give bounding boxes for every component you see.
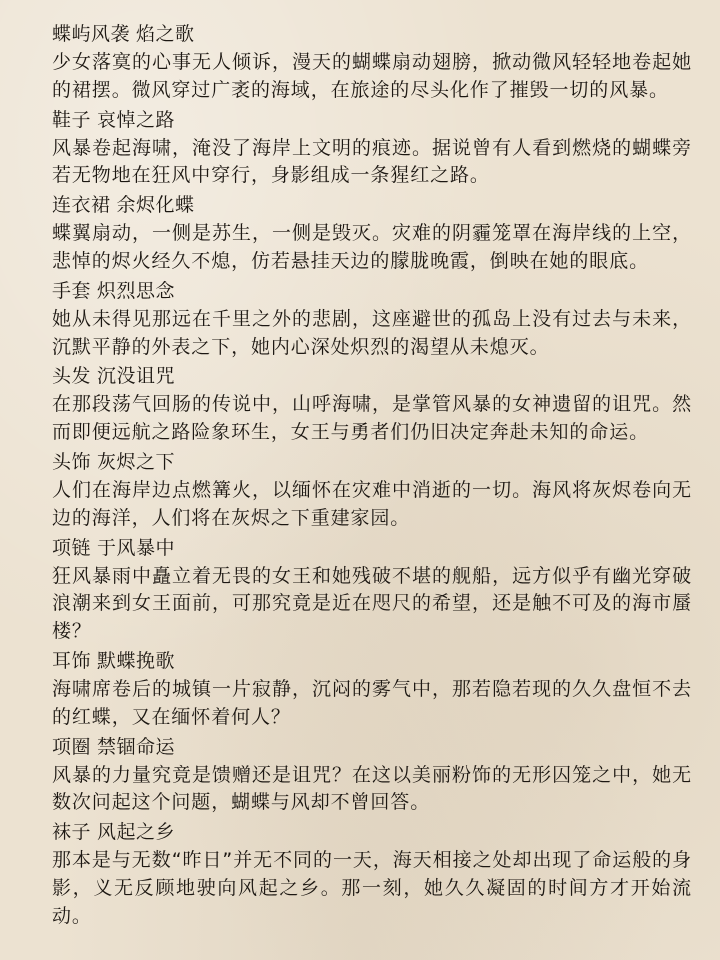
item-title: 默蝶挽歌 — [97, 649, 176, 672]
entry-heading — [52, 20, 692, 49]
item-name: 蝶屿风袭 — [52, 23, 131, 45]
entry-heading — [52, 733, 692, 762]
item-name: 项圈 — [52, 735, 92, 758]
entry-headwear — [52, 448, 692, 533]
entry-gloves — [52, 277, 692, 362]
entry-text: 狂风暴雨中矗立着无畏的女王和她残破不堪的舰船，远方似乎有幽光穿破浪潮来到女王面前，可那究竟是近在咫尺的希望，还是触不可及的海市蜃楼？ — [52, 564, 692, 643]
item-title: 灰烬之下 — [97, 450, 176, 473]
item-name: 头饰 — [52, 450, 92, 473]
entry-text: 风暴的力量究竟是馈赠还是诅咒？在这以美丽粉饰的无形囚笼之中，她无数次问起这个问题，蝴蝶与风却不曾回答。 — [52, 763, 692, 814]
entry-heading — [52, 191, 692, 220]
entry-socks — [52, 818, 692, 930]
item-title: 沉没诅咒 — [97, 365, 176, 388]
item-title: 风起之乡 — [97, 821, 176, 844]
entry-text: 她从未得见那远在千里之外的悲剧，这座避世的孤岛上没有过去与未来，沉默平静的外表之下，她内心深处炽烈的渴望从未熄灭。 — [52, 307, 692, 358]
entry-text: 风暴卷起海啸，淹没了海岸上文明的痕迹。据说曾有人看到燃烧的蝴蝶旁若无物地在狂风中穿行，身影组成一条猩红之路。 — [52, 136, 692, 187]
entry-heading — [52, 362, 692, 391]
item-title: 炽烈思念 — [97, 279, 176, 302]
entry-heading — [52, 448, 692, 477]
entry-shoes — [52, 106, 692, 191]
entry-text: 人们在海岸边点燃篝火，以缅怀在灾难中消逝的一切。海风将灰烬卷向无边的海洋，人们将在灰烬之下重建家园。 — [52, 478, 692, 529]
item-name: 连衣裙 — [52, 194, 111, 217]
entry-heading — [52, 106, 692, 135]
item-name: 耳饰 — [52, 649, 92, 672]
entry-text: 少女落寞的心事无人倾诉，漫天的蝴蝶扇动翅膀，掀动微风轻轻地卷起她的裙摆。微风穿过广袤的海域，在旅途的尽头化作了摧毁一切的风暴。 — [52, 51, 692, 101]
entry-text: 海啸席卷后的城镇一片寂静，沉闷的雾气中，那若隐若现的久久盘恒不去的红蝶，又在缅怀着何人？ — [52, 677, 692, 728]
item-name: 手套 — [52, 279, 92, 302]
item-title: 禁锢命运 — [97, 735, 176, 758]
item-name: 鞋子 — [52, 108, 92, 131]
item-name: 项链 — [52, 536, 92, 559]
item-title: 于风暴中 — [97, 536, 176, 559]
item-name: 袜子 — [52, 821, 92, 844]
entry-text: 蝶翼扇动，一侧是苏生，一侧是毁灭。灾难的阴霾笼罩在海岸线的上空，悲悼的烬火经久不熄，仿若悬挂天边的朦胧晚霞，倒映在她的眼底。 — [52, 222, 692, 272]
item-title: 焰之歌 — [136, 23, 195, 45]
entry-heading — [52, 647, 692, 676]
entry-earrings — [52, 647, 692, 732]
entry-dress — [52, 191, 692, 276]
entry-text: 在那段荡气回肠的传说中，山呼海啸，是掌管风暴的女神遗留的诅咒。然而即便远航之路险象环生，女王与勇者们仍旧决定奔赴未知的命运。 — [52, 393, 692, 444]
entry-collar — [52, 733, 692, 818]
item-title: 哀悼之路 — [97, 108, 176, 131]
entry-heading — [52, 277, 692, 306]
entry-butterfly-isle — [52, 20, 692, 105]
item-title: 余烬化蝶 — [116, 194, 195, 217]
entry-text: 那本是与无数“昨日”并无不同的一天，海天相接之处却出现了命运般的身影，义无反顾地驶向风起之乡。那一刻，她久久凝固的时间方才开始流动。 — [52, 849, 692, 927]
entry-hair — [52, 362, 692, 447]
entry-heading — [52, 534, 692, 563]
entry-necklace — [52, 534, 692, 646]
entry-heading — [52, 818, 692, 847]
item-name: 头发 — [52, 365, 92, 388]
